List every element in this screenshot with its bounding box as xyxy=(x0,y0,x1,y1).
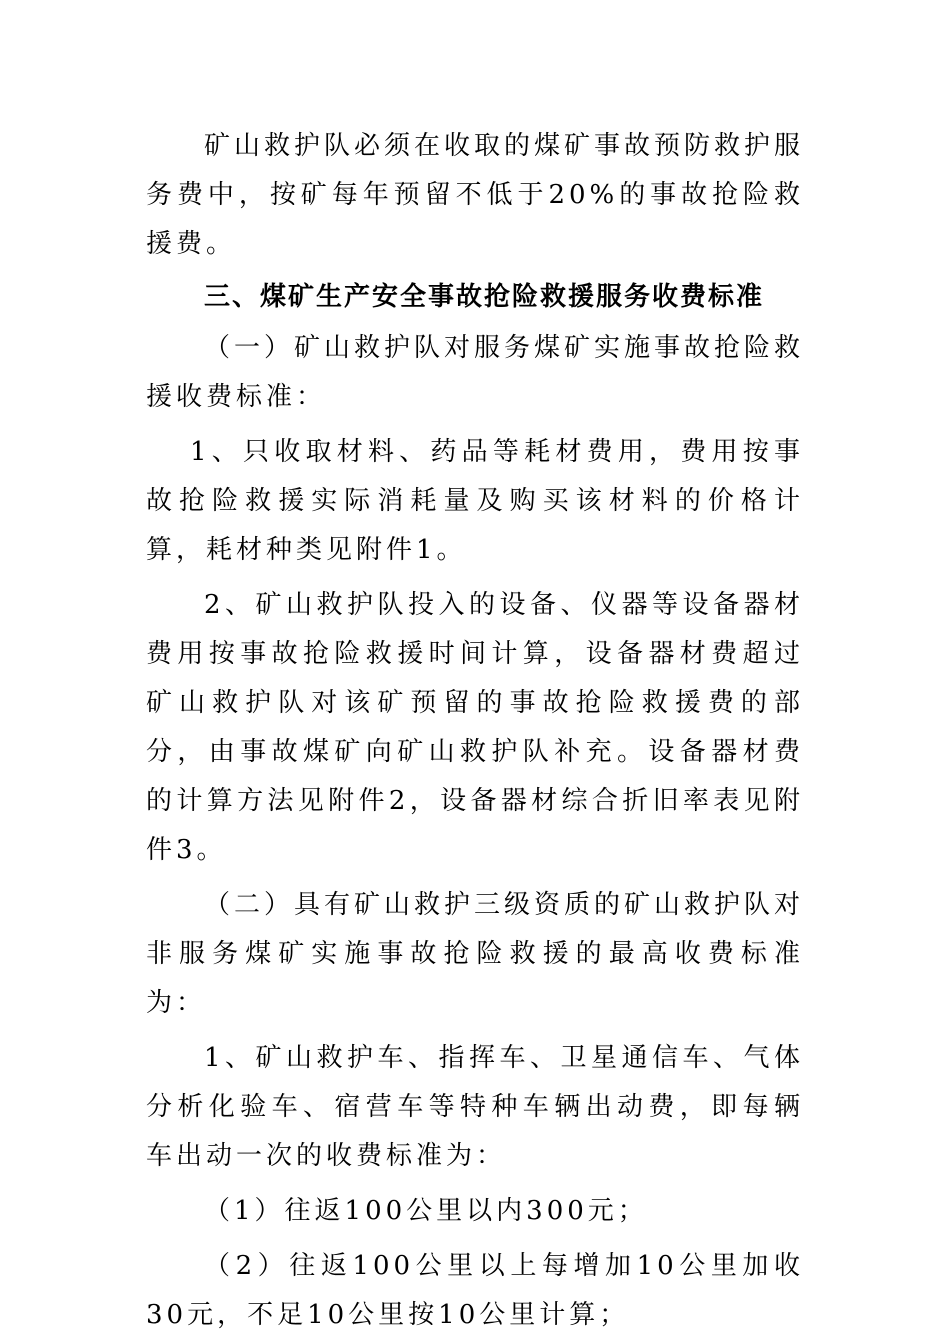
item-1-vehicles: 1、矿山救护车、指挥车、卫星通信车、气体分析化验车、宿营车等特种车辆出动费，即每辆车出动一次的收费标准为： xyxy=(146,1043,804,1171)
section-heading-3: 三、煤矿生产安全事故抢险救援服务收费标准 xyxy=(204,282,765,312)
item-1-materials: 1、只收取材料、药品等耗材费用，费用按事故抢险救援实际消耗量及购买该材料的价格计算，耗材种类见附件1。 xyxy=(146,437,804,565)
vehicle-fee-over-100km: （2）往返100公里以上每增加10公里加收30元，不足10公里按10公里计算； xyxy=(146,1251,804,1330)
vehicle-fee-within-100km: （1）往返100公里以内300元； xyxy=(204,1196,648,1226)
item-2-equipment: 2、矿山救护队投入的设备、仪器等设备器材费用按事故抢险救援时间计算，设备器材费超过矿山救护队对该矿预留的事故抢险救援费的部分，由事故煤矿向矿山救护队补充。设备器材费的计算方法见附件2，设备器材综合折旧率表见附件3。 xyxy=(146,590,804,865)
paragraph-reserve-fee: 矿山救护队必须在收取的煤矿事故预防救护服务费中，按矿每年预留不低于20%的事故抢险救援费。 xyxy=(146,131,805,259)
subsection-2-heading: （二）具有矿山救护三级资质的矿山救护队对非服务煤矿实施事故抢险救援的最高收费标准为： xyxy=(146,890,805,1018)
subsection-1-heading: （一）矿山救护队对服务煤矿实施事故抢险救援收费标准： xyxy=(146,333,805,412)
document-body xyxy=(146,122,804,1340)
